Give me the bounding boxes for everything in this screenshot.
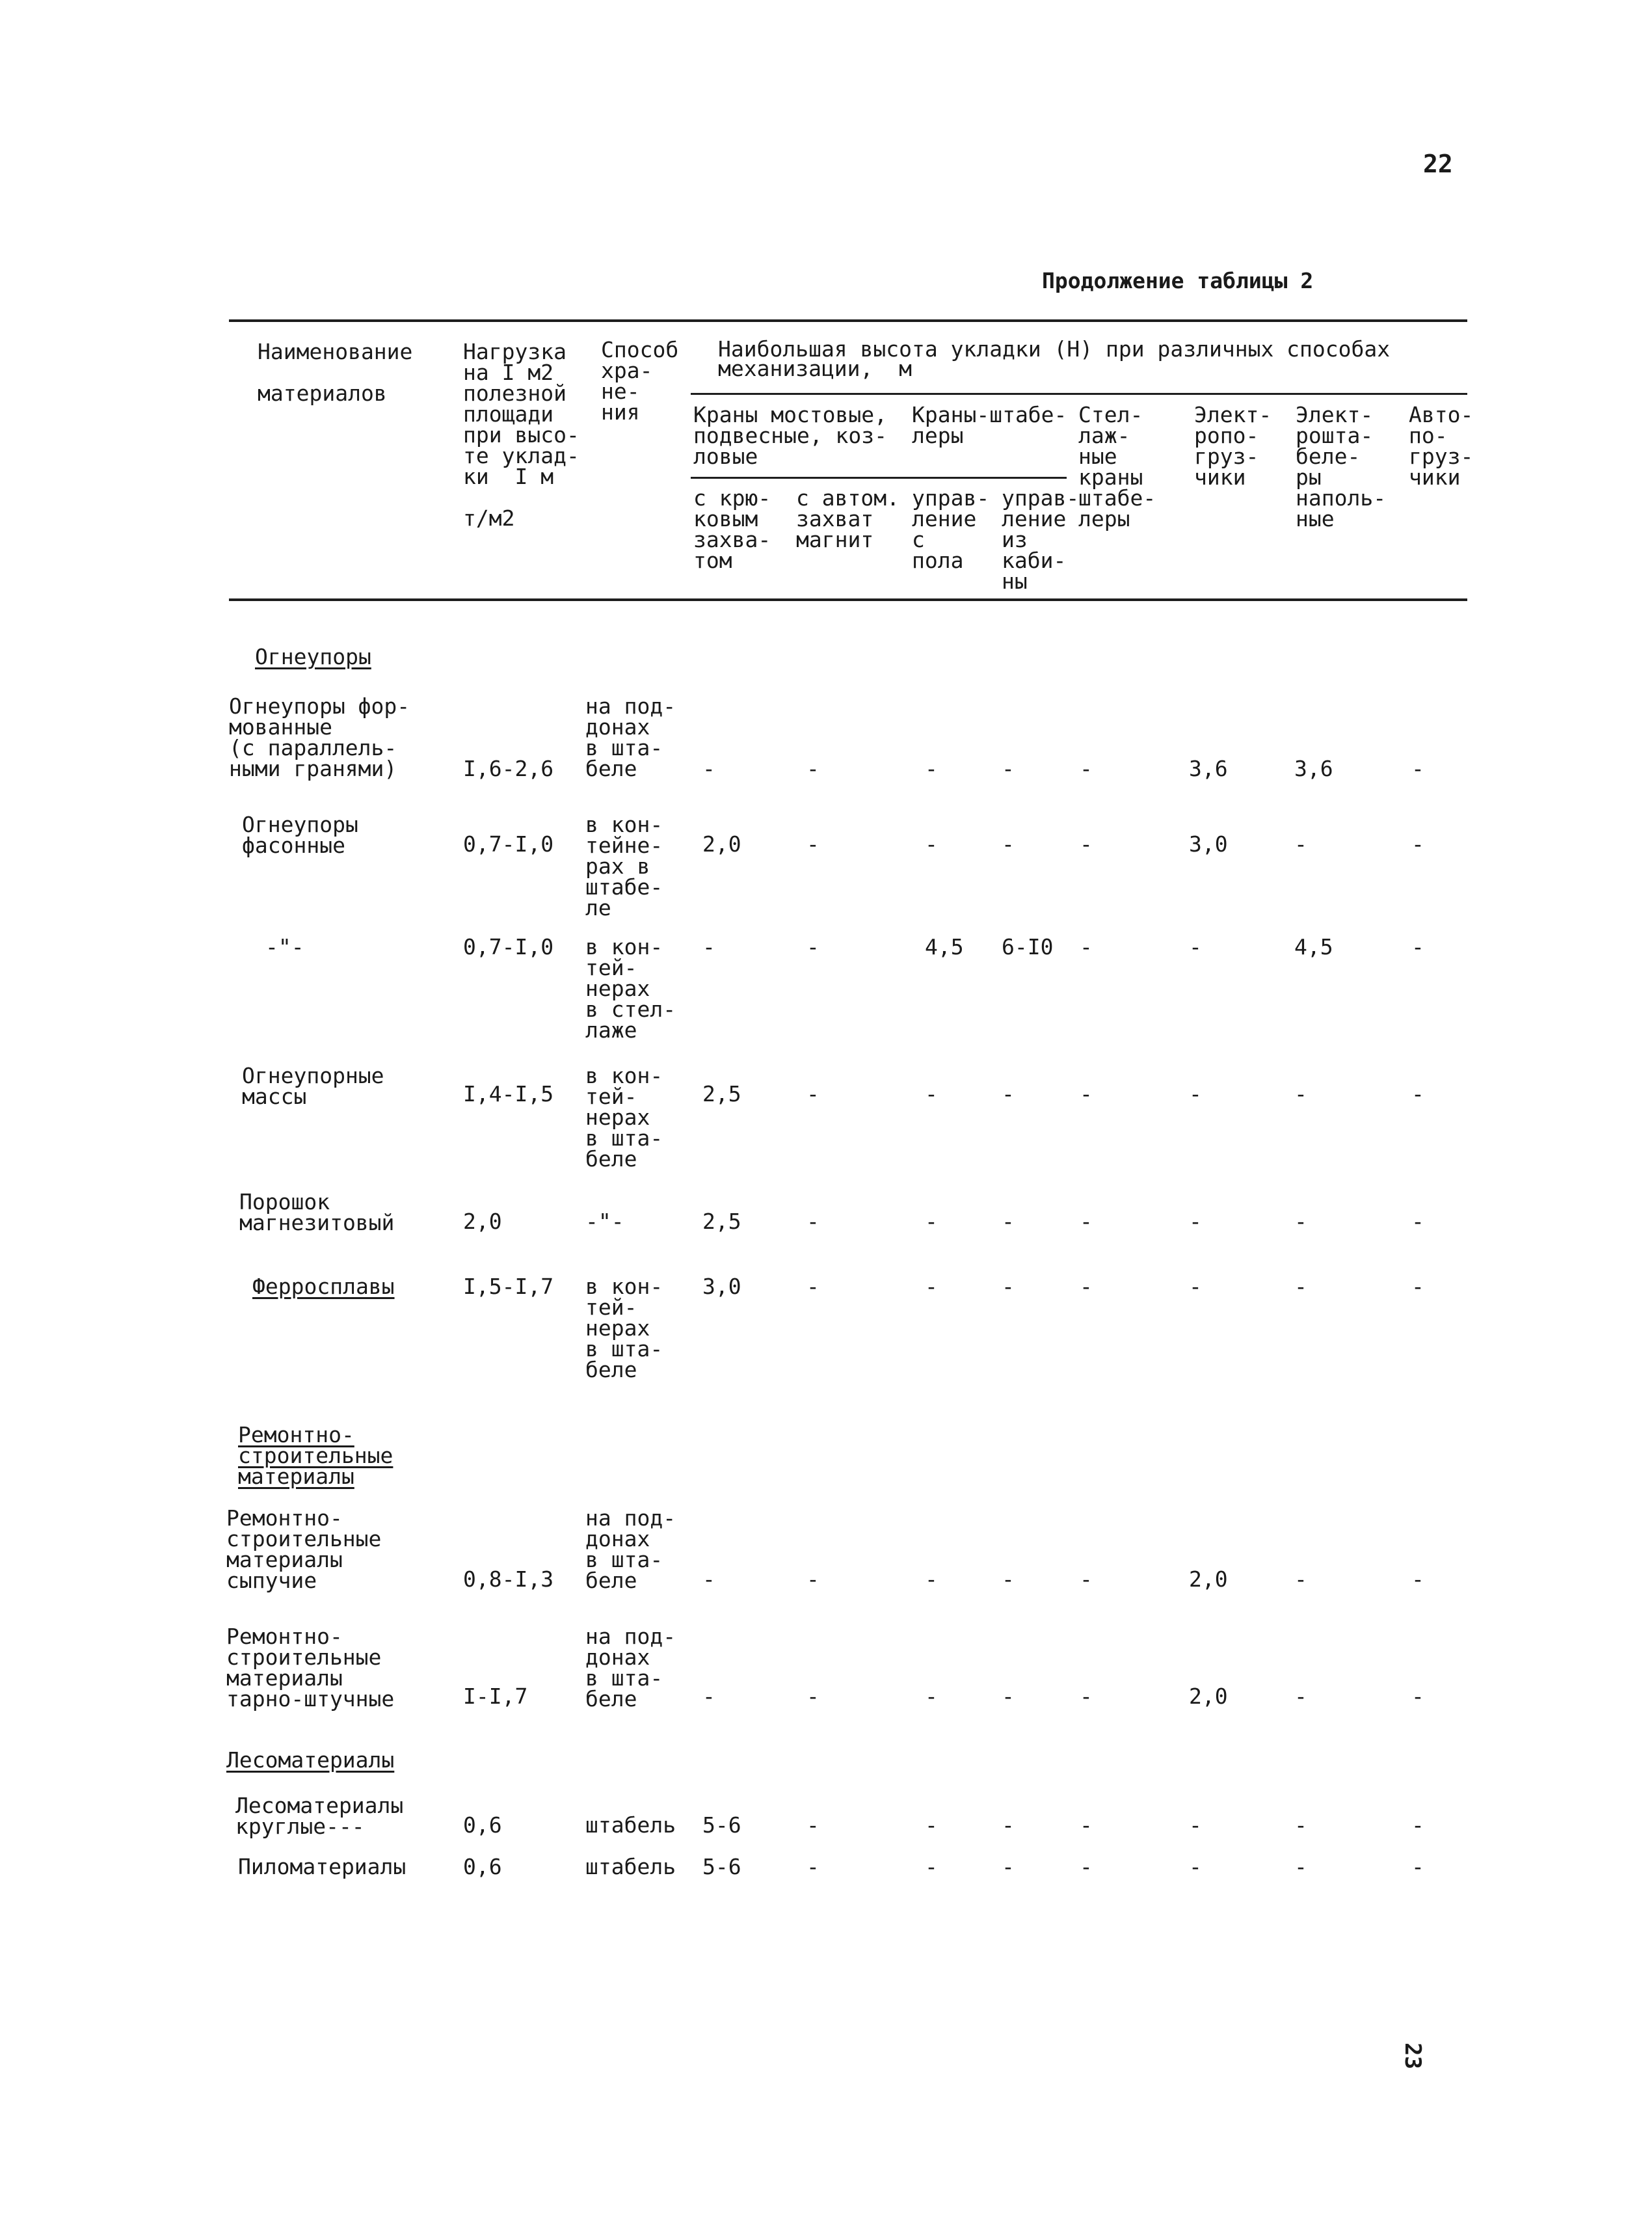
section-refractories: Огнеупоры xyxy=(255,644,371,669)
row-7-height-col-5: - xyxy=(1080,1684,1093,1709)
row-0-height-col-8: - xyxy=(1411,756,1424,781)
row-8-storage-method: штабель xyxy=(585,1812,676,1838)
row-4-load: 2,0 xyxy=(463,1209,502,1234)
row-0-height-col-7: 3,6 xyxy=(1294,756,1333,781)
row-9-material-name: Пиломатериалы xyxy=(238,1854,406,1879)
header-electric-floor-stackers: Элект- роштa- беле- ры наполь- ные xyxy=(1296,402,1387,531)
header-autoloaders: Авто- по- груз- чики xyxy=(1409,402,1474,490)
row-7-height-col-1: - xyxy=(702,1684,715,1709)
row-2-height-col-3: 4,5 xyxy=(925,934,964,960)
row-5-height-col-1: 3,0 xyxy=(702,1274,741,1299)
row-2-height-col-8: - xyxy=(1411,934,1424,960)
row-7-material-name: Ремонтно- строительные материалы тарно-штучные xyxy=(226,1624,395,1711)
row-4-height-col-6: - xyxy=(1189,1209,1202,1234)
row-0-height-col-5: - xyxy=(1080,756,1093,781)
row-9-height-col-3: - xyxy=(925,1854,938,1879)
row-0-material-name: Огнеупоры фор- мованные (с параллель- ными гранями) xyxy=(229,693,410,781)
header-floor-control: управ- ление с пола xyxy=(912,485,990,573)
row-5-height-col-3: - xyxy=(925,1274,938,1299)
row-4-height-col-8: - xyxy=(1411,1209,1424,1234)
row-1-height-col-2: - xyxy=(806,831,819,857)
row-3-height-col-8: - xyxy=(1411,1081,1424,1107)
row-9-height-col-8: - xyxy=(1411,1854,1424,1879)
row-1-height-col-5: - xyxy=(1080,831,1093,857)
row-6-height-col-8: - xyxy=(1411,1566,1424,1592)
row-3-height-col-1: 2,5 xyxy=(702,1081,741,1107)
row-3-height-col-6: - xyxy=(1189,1081,1202,1107)
row-7-height-col-2: - xyxy=(806,1684,819,1709)
row-3-height-col-3: - xyxy=(925,1081,938,1107)
page-number: 22 xyxy=(1423,150,1453,178)
row-4-height-col-5: - xyxy=(1080,1209,1093,1234)
row-7-height-col-3: - xyxy=(925,1684,938,1709)
row-7-height-col-6: 2,0 xyxy=(1189,1684,1228,1709)
header-max-height-group: Наибольшая высота укладки (Н) при различных способах механизации, м xyxy=(718,336,1391,381)
margin-mark: 23 xyxy=(1400,2043,1426,2069)
header-load: Нагрузка на I м2 полезной площади при высо- те уклад- ки I м т/м2 xyxy=(463,339,580,531)
row-6-height-col-7: - xyxy=(1294,1566,1307,1592)
row-9-height-col-6: - xyxy=(1189,1854,1202,1879)
row-9-storage-method: штабель xyxy=(585,1854,676,1879)
row-5-height-col-7: - xyxy=(1294,1274,1307,1299)
row-3-load: I,4-I,5 xyxy=(463,1081,554,1107)
row-2-load: 0,7-I,0 xyxy=(463,934,554,960)
row-6-material-name: Ремонтно- строительные материалы сыпучие xyxy=(226,1505,382,1593)
row-9-load: 0,6 xyxy=(463,1854,502,1879)
row-6-height-col-4: - xyxy=(1002,1566,1015,1592)
section-repair-materials: Ремонтно- строительные материалы xyxy=(238,1422,393,1489)
header-subgroup-rule xyxy=(691,477,1067,479)
row-5-material-name: Ферросплавы xyxy=(252,1274,395,1299)
row-2-height-col-6: - xyxy=(1189,934,1202,960)
row-1-storage-method: в кон- тейне- рах в штабе- ле xyxy=(585,812,663,920)
section-timber: Лесоматериалы xyxy=(226,1747,395,1773)
row-4-height-col-1: 2,5 xyxy=(702,1209,741,1234)
row-8-height-col-3: - xyxy=(925,1812,938,1838)
table-continuation-caption: Продолжение таблицы 2 xyxy=(1042,268,1314,293)
row-5-height-col-6: - xyxy=(1189,1274,1202,1299)
row-1-height-col-3: - xyxy=(925,831,938,857)
row-9-height-col-7: - xyxy=(1294,1854,1307,1879)
row-4-height-col-7: - xyxy=(1294,1209,1307,1234)
table-top-rule xyxy=(229,319,1467,322)
row-5-storage-method: в кон- тей- нерах в шта- беле xyxy=(585,1274,663,1382)
header-group-rule xyxy=(691,393,1467,395)
header-rack-cranes: Стел- лаж- ные краны штабе- леры xyxy=(1078,402,1156,531)
row-4-height-col-4: - xyxy=(1002,1209,1015,1234)
row-5-load: I,5-I,7 xyxy=(463,1274,554,1299)
row-1-height-col-8: - xyxy=(1411,831,1424,857)
row-7-height-col-7: - xyxy=(1294,1684,1307,1709)
row-8-height-col-5: - xyxy=(1080,1812,1093,1838)
row-2-material-name: -"- xyxy=(265,934,304,960)
row-3-height-col-5: - xyxy=(1080,1081,1093,1107)
row-8-height-col-7: - xyxy=(1294,1812,1307,1838)
row-6-storage-method: на под- донах в шта- беле xyxy=(585,1505,676,1593)
row-5-height-col-2: - xyxy=(806,1274,819,1299)
row-0-height-col-3: - xyxy=(925,756,938,781)
row-3-height-col-2: - xyxy=(806,1081,819,1107)
row-0-height-col-6: 3,6 xyxy=(1189,756,1228,781)
header-cab-control: управ- ление из каби- ны xyxy=(1002,485,1080,594)
row-6-height-col-6: 2,0 xyxy=(1189,1566,1228,1592)
row-2-height-col-1: - xyxy=(702,934,715,960)
row-0-height-col-2: - xyxy=(806,756,819,781)
row-5-height-col-8: - xyxy=(1411,1274,1424,1299)
row-8-height-col-2: - xyxy=(806,1812,819,1838)
row-7-height-col-8: - xyxy=(1411,1684,1424,1709)
row-2-height-col-4: 6-I0 xyxy=(1002,934,1054,960)
row-8-material-name: Лесоматериалы круглые--- xyxy=(235,1793,404,1839)
row-4-height-col-3: - xyxy=(925,1209,938,1234)
row-5-height-col-5: - xyxy=(1080,1274,1093,1299)
header-hook-grip: с крю- ковым захва- том xyxy=(693,485,771,573)
header-stacker-cranes: Краны-штабе- леры xyxy=(912,402,1067,448)
row-4-storage-method: -"- xyxy=(585,1209,624,1234)
row-1-height-col-7: - xyxy=(1294,831,1307,857)
row-6-height-col-1: - xyxy=(702,1566,715,1592)
row-2-height-col-2: - xyxy=(806,934,819,960)
row-6-load: 0,8-I,3 xyxy=(463,1566,554,1592)
row-6-height-col-3: - xyxy=(925,1566,938,1592)
row-8-height-col-4: - xyxy=(1002,1812,1015,1838)
row-8-height-col-1: 5-6 xyxy=(702,1812,741,1838)
row-2-storage-method: в кон- тей- нерах в стел- лаже xyxy=(585,934,676,1043)
header-auto-magnet-grip: с автом. захват магнит xyxy=(796,485,899,552)
header-storage-method: Способ хра- не- ния xyxy=(601,337,679,425)
row-1-load: 0,7-I,0 xyxy=(463,831,554,857)
row-2-height-col-7: 4,5 xyxy=(1294,934,1333,960)
header-material-name: Наименование материалов xyxy=(258,339,413,406)
row-8-height-col-8: - xyxy=(1411,1812,1424,1838)
row-6-height-col-2: - xyxy=(806,1566,819,1592)
row-9-height-col-5: - xyxy=(1080,1854,1093,1879)
row-8-height-col-6: - xyxy=(1189,1812,1202,1838)
row-3-storage-method: в кон- тей- нерах в шта- беле xyxy=(585,1063,663,1172)
row-5-height-col-4: - xyxy=(1002,1274,1015,1299)
row-7-storage-method: на под- донах в шта- беле xyxy=(585,1624,676,1711)
row-1-material-name: Огнеупоры фасонные xyxy=(242,812,358,858)
row-2-height-col-5: - xyxy=(1080,934,1093,960)
row-7-height-col-4: - xyxy=(1002,1684,1015,1709)
row-1-height-col-6: 3,0 xyxy=(1189,831,1228,857)
row-8-load: 0,6 xyxy=(463,1812,502,1838)
row-4-height-col-2: - xyxy=(806,1209,819,1234)
header-electric-forklifts: Элект- ропо- груз- чики xyxy=(1194,402,1272,490)
row-0-height-col-1: - xyxy=(702,756,715,781)
row-1-height-col-4: - xyxy=(1002,831,1015,857)
row-9-height-col-4: - xyxy=(1002,1854,1015,1879)
row-0-storage-method: на под- донах в шта- беле xyxy=(585,693,676,781)
row-3-height-col-4: - xyxy=(1002,1081,1015,1107)
row-3-height-col-7: - xyxy=(1294,1081,1307,1107)
header-bridge-cranes: Краны мостовые, подвесные, коз- ловые xyxy=(693,402,888,469)
row-9-height-col-2: - xyxy=(806,1854,819,1879)
row-6-height-col-5: - xyxy=(1080,1566,1093,1592)
row-7-load: I-I,7 xyxy=(463,1684,528,1709)
row-4-material-name: Порошок магнезитовый xyxy=(239,1189,395,1235)
row-0-height-col-4: - xyxy=(1002,756,1015,781)
row-1-height-col-1: 2,0 xyxy=(702,831,741,857)
header-bottom-rule xyxy=(229,598,1467,601)
row-3-material-name: Огнеупорные массы xyxy=(242,1063,384,1109)
row-0-load: I,6-2,6 xyxy=(463,756,554,781)
row-9-height-col-1: 5-6 xyxy=(702,1854,741,1879)
